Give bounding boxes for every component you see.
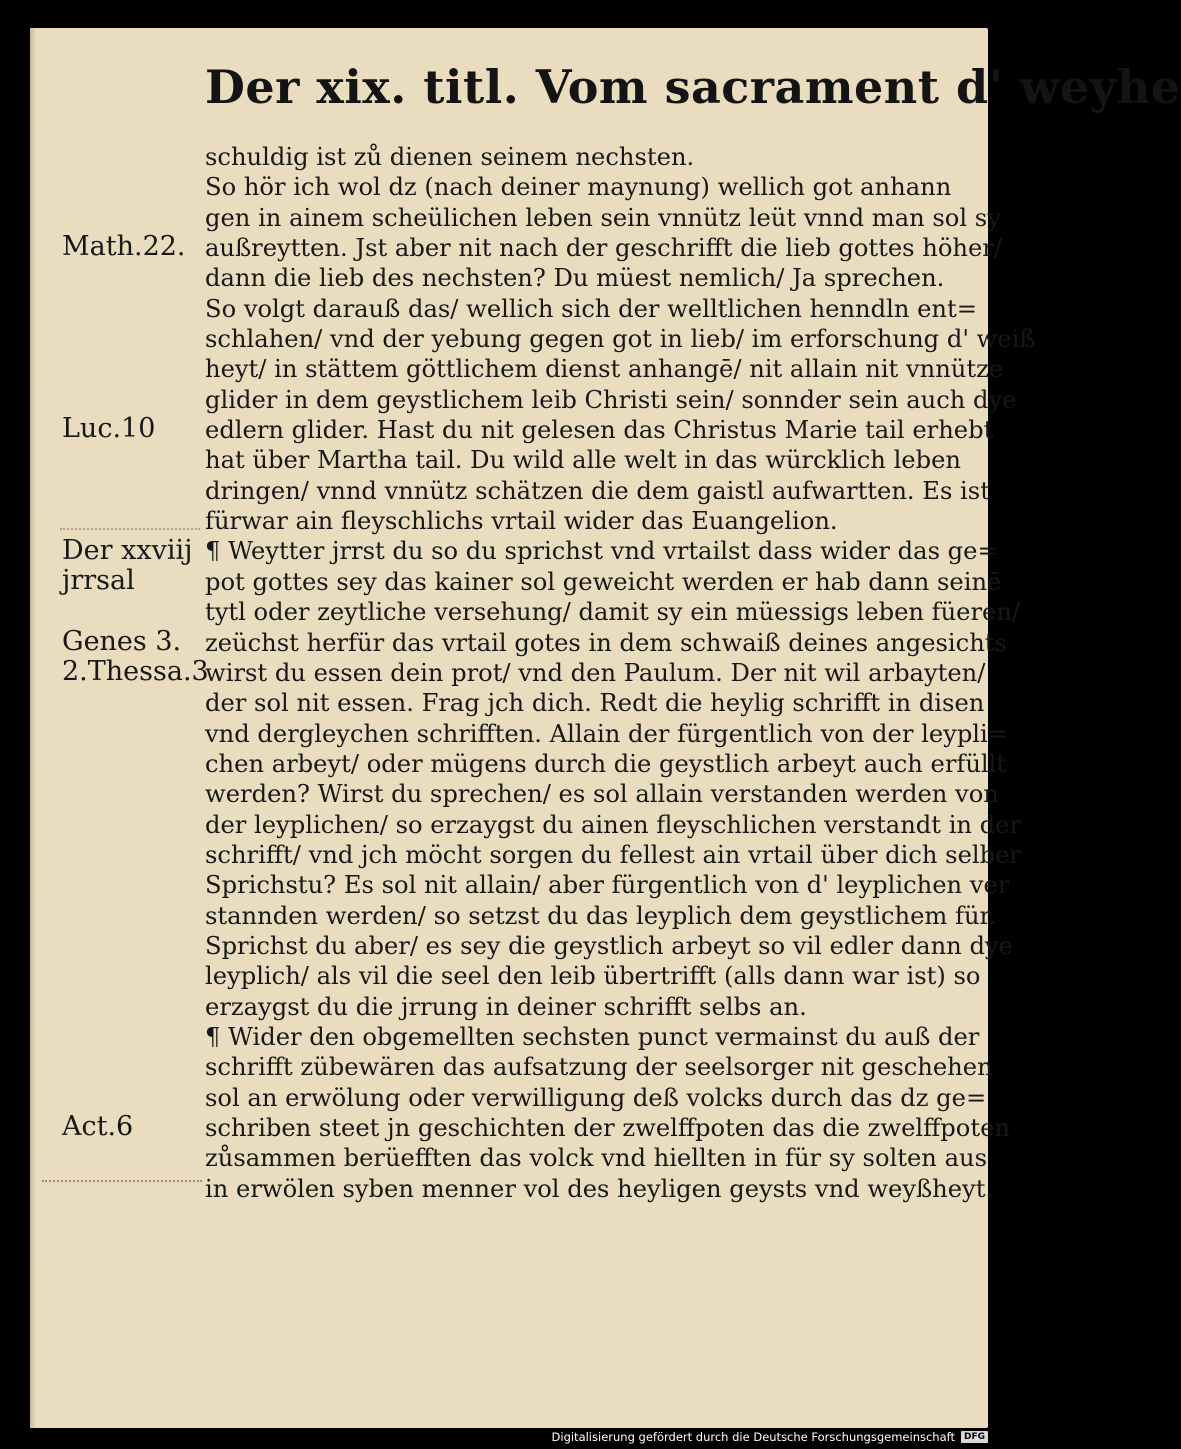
text-line: pot gottes sey das kainer sol geweicht werden er hab dann seinē xyxy=(205,567,1002,596)
divider-dots xyxy=(42,1180,202,1182)
text-line: vnd dergleychen schrifften. Allain der fürgentlich von der leypli= xyxy=(205,719,1009,748)
text-line: stannden werden/ so setzst du das leyplich dem geystlichem für. xyxy=(205,901,997,930)
text-line: edlern glider. Hast du nit gelesen das Christus Marie tail erhebt xyxy=(205,416,994,445)
text-line: ¶ Weytter jrrst du so du sprichst vnd vrtailst dass wider das ge= xyxy=(205,537,998,566)
text-line: gen in ainem scheülichen leben sein vnnütz leüt vnnd man sol sy xyxy=(205,203,1001,232)
text-line: leyplich/ als vil die seel den leib übertrifft (alls dann war ist) so xyxy=(205,962,981,991)
margin-note: Genes 3. xyxy=(62,625,182,657)
text-line: chen arbeyt/ oder mügens durch die geystlich arbeyt auch erfüllt xyxy=(205,749,1007,778)
divider-dots xyxy=(60,528,200,530)
text-line: in erwölen syben menner vol des heyligen geysts vnd weyßheyt. xyxy=(205,1174,994,1203)
text-line: Sprichst du aber/ es sey die geystlich arbeyt so vil edler dann dye xyxy=(205,931,1013,960)
text-line: fürwar ain fleyschlichs vrtail wider das Euangelion. xyxy=(205,507,838,536)
page-gutter xyxy=(30,28,36,1428)
text-line: dringen/ vnnd vnnütz schätzen die dem gaistl aufwartten. Es ist xyxy=(205,476,990,505)
footer-credit: Digitalisierung gefördert durch die Deutsche Forschungsgemeinschaft xyxy=(551,1430,955,1444)
text-line: So hör ich wol dz (nach deiner maynung) wellich got anhann xyxy=(205,173,952,202)
running-header-title: Der xix. titl. Vom sacrament d' weyhe xyxy=(205,60,1181,114)
text-line: zeüchst herfür das vrtail gotes in dem schwaiß deines angesichts xyxy=(205,628,1007,657)
text-line: hat über Martha tail. Du wild alle welt in das würcklich leben xyxy=(205,446,962,475)
main-text-block xyxy=(205,142,1036,1204)
margin-note: 2.Thessa.3 xyxy=(62,655,209,687)
text-line: sol an erwölung oder verwilligung deß volcks durch das dz ge= xyxy=(205,1083,987,1112)
text-line: heyt/ in stättem göttlichem dienst anhangē/ nit allain nit vnnütze xyxy=(205,355,1004,384)
text-line: tytl oder zeytliche versehung/ damit sy ein müessigs leben füeren/ xyxy=(205,598,1021,627)
text-line: schuldig ist zů dienen seinem nechsten. xyxy=(205,143,695,171)
text-line: der sol nit essen. Frag jch dich. Redt die heylig schrifft in disen xyxy=(205,689,985,718)
text-line: außreytten. Jst aber nit nach der geschrifft die lieb gottes höher/ xyxy=(205,234,1003,263)
margin-note: Math.22. xyxy=(62,231,186,263)
text-line: schrifft zübewären das aufsatzung der seelsorger nit geschehen xyxy=(205,1053,993,1082)
text-line: glider in dem geystlichem leib Christi sein/ sonnder sein auch dye xyxy=(205,385,1017,414)
margin-note: Der xxviij xyxy=(62,534,193,566)
text-line: erzaygst du die jrrung in deiner schrifft selbs an. xyxy=(205,992,807,1021)
margin-note: jrrsal xyxy=(62,564,135,596)
text-line: schrifft/ vnd jch möcht sorgen du fellest ain vrtail über dich selber xyxy=(205,840,1021,869)
text-line: Sprichstu? Es sol nit allain/ aber fürgentlich von d' leyplichen ver xyxy=(205,871,1010,900)
text-line: So volgt darauß das/ wellich sich der welltlichen henndln ent= xyxy=(205,294,977,323)
margin-note: Luc.10 xyxy=(62,413,156,445)
text-line: wirst du essen dein prot/ vnd den Paulum. Der nit wil arbayten/ xyxy=(205,658,986,687)
text-line: zůsammen berüefften das volck vnd hiellten in für sy solten aus xyxy=(205,1144,987,1173)
dfg-logo-icon: DFG xyxy=(961,1431,988,1443)
text-line: schriben steet jn geschichten der zwelffpoten das die zwelffpoten xyxy=(205,1114,1010,1142)
text-line: schlahen/ vnd der yebung gegen got in lieb/ im erforschung d' weiß xyxy=(205,325,1036,354)
text-line: dann die lieb des nechsten? Du müest nemlich/ Ja sprechen. xyxy=(205,264,945,293)
text-line: werden? Wirst du sprechen/ es sol allain verstanden werden von xyxy=(205,780,999,809)
text-line: der leyplichen/ so erzaygst du ainen fleyschlichen verstandt in der xyxy=(205,810,1022,839)
digitization-footer xyxy=(552,1428,988,1446)
text-line: ¶ Wider den obgemellten sechsten punct vermainst du auß der xyxy=(205,1022,980,1051)
margin-note: Act.6 xyxy=(62,1111,134,1143)
